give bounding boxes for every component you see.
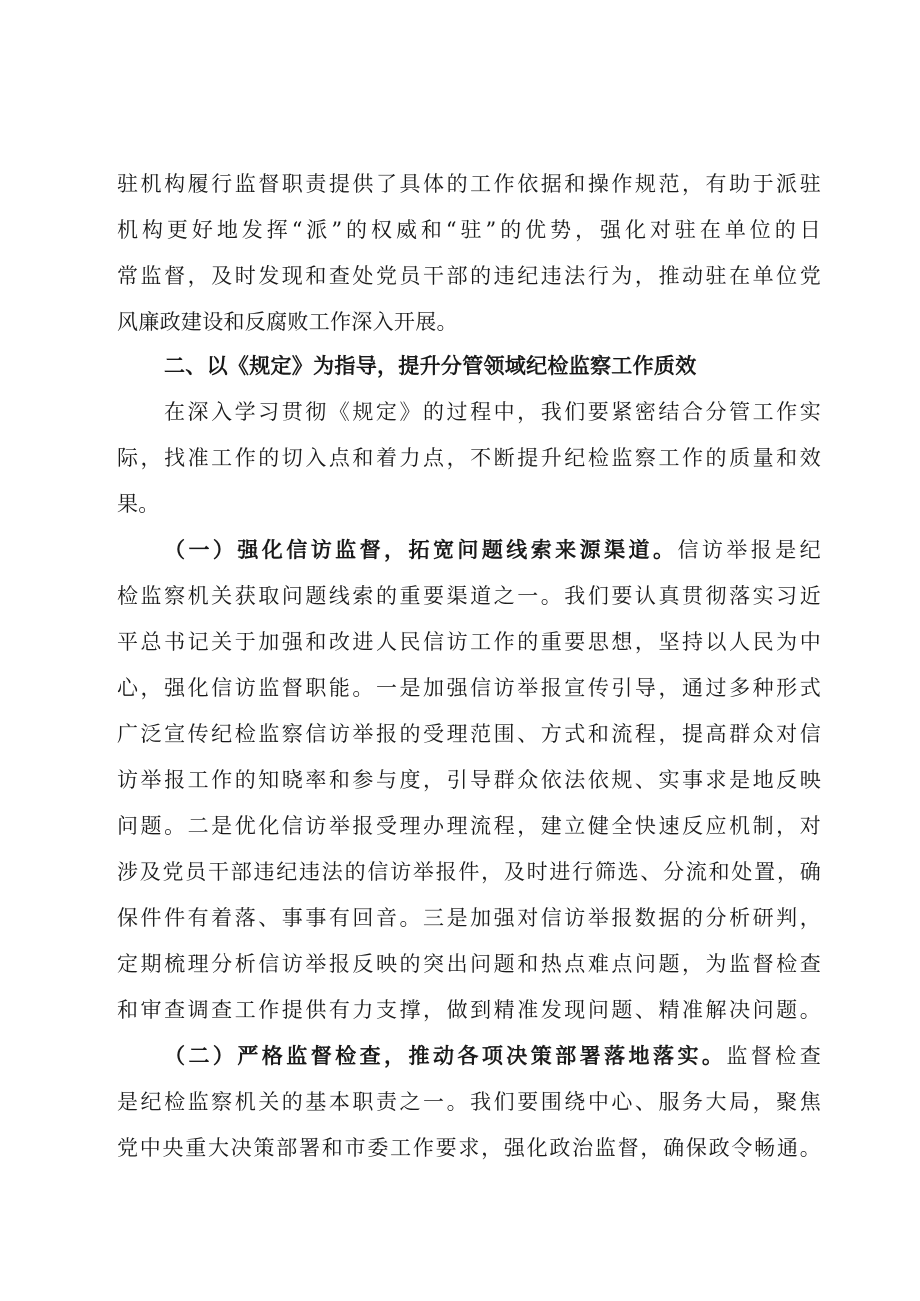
body-line: 党中央重大决策部署和市委工作要求，强化政治监督，确保政令畅通。 [117, 1136, 821, 1160]
body-line: 广泛宣传纪检监察信访举报的受理范围、方式和流程，提高群众对信 [117, 722, 821, 746]
body-line: 驻机构履行监督职责提供了具体的工作依据和操作规范，有助于派驻 [117, 172, 821, 196]
body-line: 机构更好地发挥“派”的权威和“驻”的优势，强化对驻在单位的日 [117, 218, 821, 242]
body-line: 和审查调查工作提供有力支撑，做到精准发现问题、精准解决问题。 [117, 998, 821, 1022]
body-line: 访举报工作的知晓率和参与度，引导群众依法依规、实事求是地反映 [117, 768, 821, 792]
subsection-heading: （一）强化信访监督，拓宽问题线索来源渠道。 [164, 537, 678, 562]
body-line: 保件件有着落、事事有回音。三是加强对信访举报数据的分析研判， [117, 906, 821, 930]
body-line: 问题。二是优化信访举报受理办理流程，建立健全快速反应机制，对 [117, 814, 821, 838]
body-line: 是纪检监察机关的基本职责之一。我们要围绕中心、服务大局，聚焦 [117, 1090, 821, 1114]
body-line: 涉及党员干部违纪违法的信访举报件，及时进行筛选、分流和处置，确 [117, 860, 821, 884]
body-line: 定期梳理分析信访举报反映的突出问题和热点难点问题，为监督检查 [117, 952, 821, 976]
body-line: 际，找准工作的切入点和着力点，不断提升纪检监察工作的质量和效 [117, 446, 821, 470]
body-line: 心，强化信访监督职能。一是加强信访举报宣传引导，通过多种形式 [117, 676, 821, 700]
body-line: 风廉政建设和反腐败工作深入开展。 [117, 310, 458, 334]
body-line: 检监察机关获取问题线索的重要渠道之一。我们要认真贯彻落实习近 [117, 584, 821, 608]
subsection-text: 监督检查 [726, 1044, 821, 1068]
body-line: 常监督，及时发现和查处党员干部的违纪违法行为，推动驻在单位党 [117, 264, 821, 288]
section-heading: 二、以《规定》为指导，提升分管领域纪检监察工作质效 [164, 354, 697, 378]
subsection-heading: （二）严格监督检查，推动各项决策部署落地落实。 [164, 1043, 727, 1068]
subsection-line [164, 530, 821, 570]
body-line: 平总书记关于加强和改进人民信访工作的重要思想，坚持以人民为中 [117, 630, 821, 654]
body-line: 在深入学习贯彻《规定》的过程中，我们要紧密结合分管工作实 [164, 400, 821, 424]
subsection-line [164, 1036, 821, 1076]
body-line: 果。 [117, 492, 160, 516]
subsection-text: 信访举报是纪 [677, 538, 821, 562]
